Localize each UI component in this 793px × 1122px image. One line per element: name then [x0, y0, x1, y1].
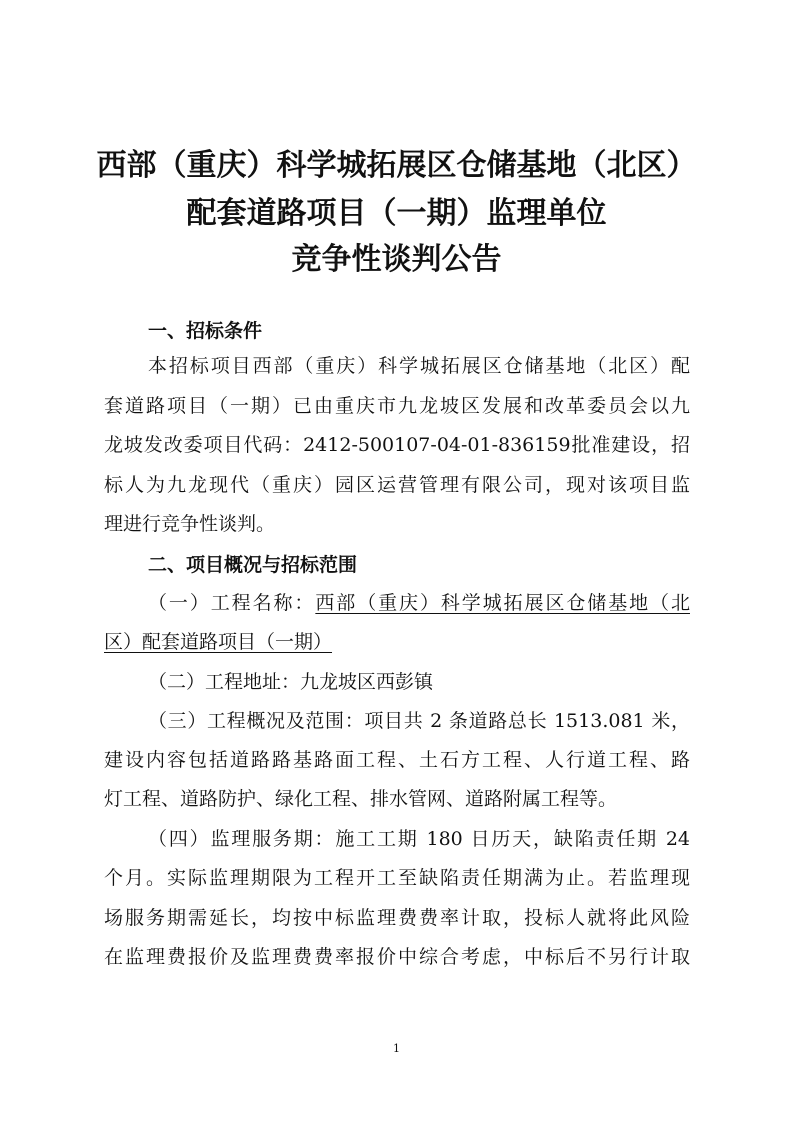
project-name-line-1 [148, 590, 690, 616]
title-line-3: 竞争性谈判公告 [291, 242, 502, 277]
project-name-value: 西部（重庆）科学城拓展区仓储基地（北 [315, 592, 690, 614]
project-scope-line-2: 建设内容包括道路路基路面工程、土石方工程、人行道工程、路 [104, 749, 690, 771]
project-name-label: （一）工程名称： [148, 592, 316, 614]
project-name-value-continued: 区）配套道路项目（一期） [104, 631, 333, 653]
service-period-line-2: 个月。实际监理期限为工程开工至缺陷责任期满为止。若监理现 [104, 867, 690, 889]
service-period-line-1: （四）监理服务期：施工工期 180 日历天，缺陷责任期 24 [148, 828, 690, 850]
section-1-line-5: 理进行竞争性谈判。 [104, 513, 276, 535]
project-scope-line-3: 灯工程、道路防护、绿化工程、排水管网、道路附属工程等。 [104, 788, 618, 810]
section-2-heading: 二、项目概况与招标范围 [148, 554, 358, 576]
project-scope-line-1: （三）工程概况及范围：项目共 2 条道路总长 1513.081 米， [148, 710, 690, 732]
project-name-line-2 [104, 629, 690, 655]
section-1-line-1: 本招标项目西部（重庆）科学城拓展区仓储基地（北区）配 [148, 355, 690, 377]
project-address: （二）工程地址：九龙坡区西彭镇 [148, 671, 434, 693]
section-1-line-3: 龙坡发改委项目代码：2412-500107-04-01-836159批准建设，招 [104, 434, 690, 456]
page-number: 1 [393, 1042, 400, 1055]
section-1-line-2: 套道路项目（一期）已由重庆市九龙坡区发展和改革委员会以九 [104, 395, 690, 417]
service-period-line-3: 场服务期需延长，均按中标监理费费率计取，投标人就将此风险 [104, 907, 690, 929]
section-1-heading: 一、招标条件 [148, 320, 263, 342]
service-period-line-4: 在监理费报价及监理费费率报价中综合考虑，中标后不另行计取 [104, 946, 690, 968]
title-line-1: 西部（重庆）科学城拓展区仓储基地（北区） [96, 148, 697, 183]
title-line-2: 配套道路项目（一期）监理单位 [186, 196, 607, 231]
section-1-line-4: 标人为九龙现代（重庆）园区运营管理有限公司，现对该项目监 [104, 474, 690, 496]
